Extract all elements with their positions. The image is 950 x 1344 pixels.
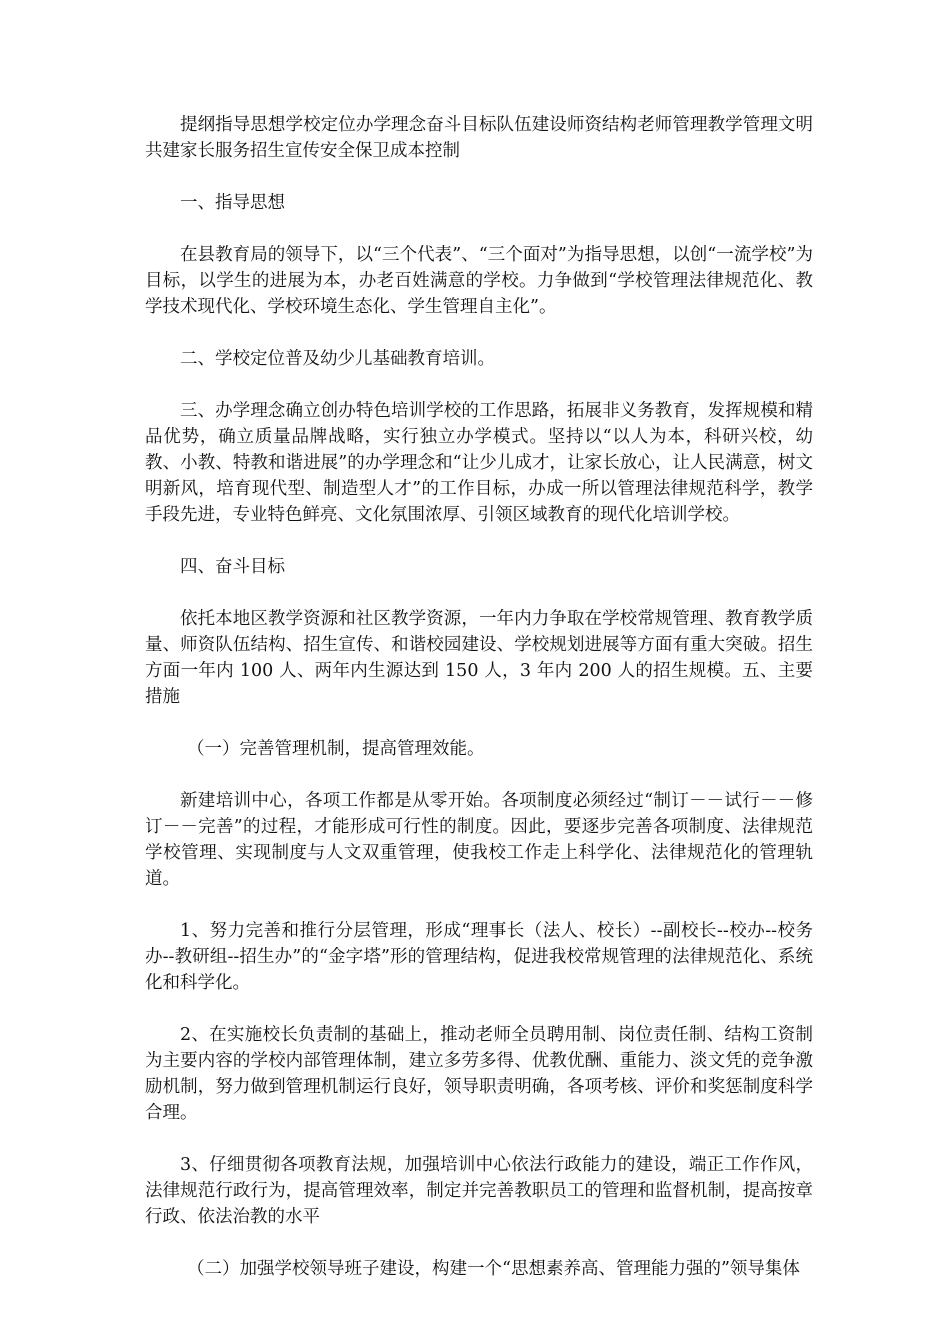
management-paragraph: 新建培训中心，各项工作都是从零开始。各项制度必须经过“制订－－试行－－修订－－完善”的过程，才能形成可行性的制度。因此，要逐步完善各项制度、法律规范学校管理、实现制度与人文双重管理，使我校工作走上科学化、法律规范化的管理轨道。 bbox=[145, 791, 813, 889]
section-heading-guiding-thought: 一、指导思想 bbox=[180, 193, 285, 213]
subsection-heading-leadership: （二）加强学校领导班子建设，构建一个“思想素养高、管理能力强的”领导集体 bbox=[187, 1259, 800, 1279]
school-philosophy-paragraph: 三、办学理念确立创办特色培训学校的工作思路，拓展非义务教育，发挥规模和精品优势，确立质量品牌战略，实行独立办学模式。坚持以“以人为本，科研兴校，幼教、小教、特教和谐进展”的办学理念和“让少儿成才，让家长放心，让人民满意，树文明新风，培育现代型、制造型人才”的工作目标，办成一所以管理法律规范科学，教学手段先进，专业特色鲜亮、文化氛围浓厚、引领区域教育的现代化培训学校。 bbox=[145, 401, 813, 525]
outline-paragraph: 提纲指导思想学校定位办学理念奋斗目标队伍建设师资结构老师管理教学管理文明共建家长服务招生宣传安全保卫成本控制 bbox=[145, 115, 813, 161]
subsection-heading-management: （一）完善管理机制，提高管理效能。 bbox=[187, 739, 485, 759]
goals-paragraph: 依托本地区教学资源和社区教学资源，一年内力争取在学校常规管理、教育教学质量、师资队伍结构、招生宣传、和谐校园建设、学校规划进展等方面有重大突破。招生方面一年内 100 人、两年内生源达到 150 人，3 年内 200 人的招生规模。五、主要措施 bbox=[145, 609, 813, 707]
section-heading-school-positioning: 二、学校定位普及幼少儿基础教育培训。 bbox=[180, 349, 495, 369]
measure-item-2: 2、在实施校长负责制的基础上，推动老师全员聘用制、岗位责任制、结构工资制为主要内容的学校内部管理体制，建立多劳多得、优教优酬、重能力、淡文凭的竞争激励机制，努力做到管理机制运行良好，领导职责明确，各项考核、评价和奖惩制度科学合理。 bbox=[145, 1025, 813, 1123]
section-heading-goals: 四、奋斗目标 bbox=[180, 557, 285, 577]
measure-item-3: 3、仔细贯彻各项教育法规，加强培训中心依法行政能力的建设，端正工作作风，法律规范行政行为，提高管理效率，制定并完善教职员工的管理和监督机制，提高按章行政、依法治教的水平 bbox=[145, 1155, 813, 1227]
document-page bbox=[145, 112, 813, 1308]
guiding-thought-paragraph: 在县教育局的领导下，以“三个代表”、“三个面对”为指导思想，以创“一流学校”为目标，以学生的进展为本，办老百姓满意的学校。力争做到“学校管理法律规范化、教学技术现代化、学校环境生态化、学生管理自主化”。 bbox=[145, 245, 813, 317]
measure-item-1: 1、努力完善和推行分层管理，形成“理事长（法人、校长）--副校长--校办--校务办--教研组--招生办”的“金字塔”形的管理结构，促进我校常规管理的法律规范化、系统化和科学化。 bbox=[145, 921, 813, 993]
